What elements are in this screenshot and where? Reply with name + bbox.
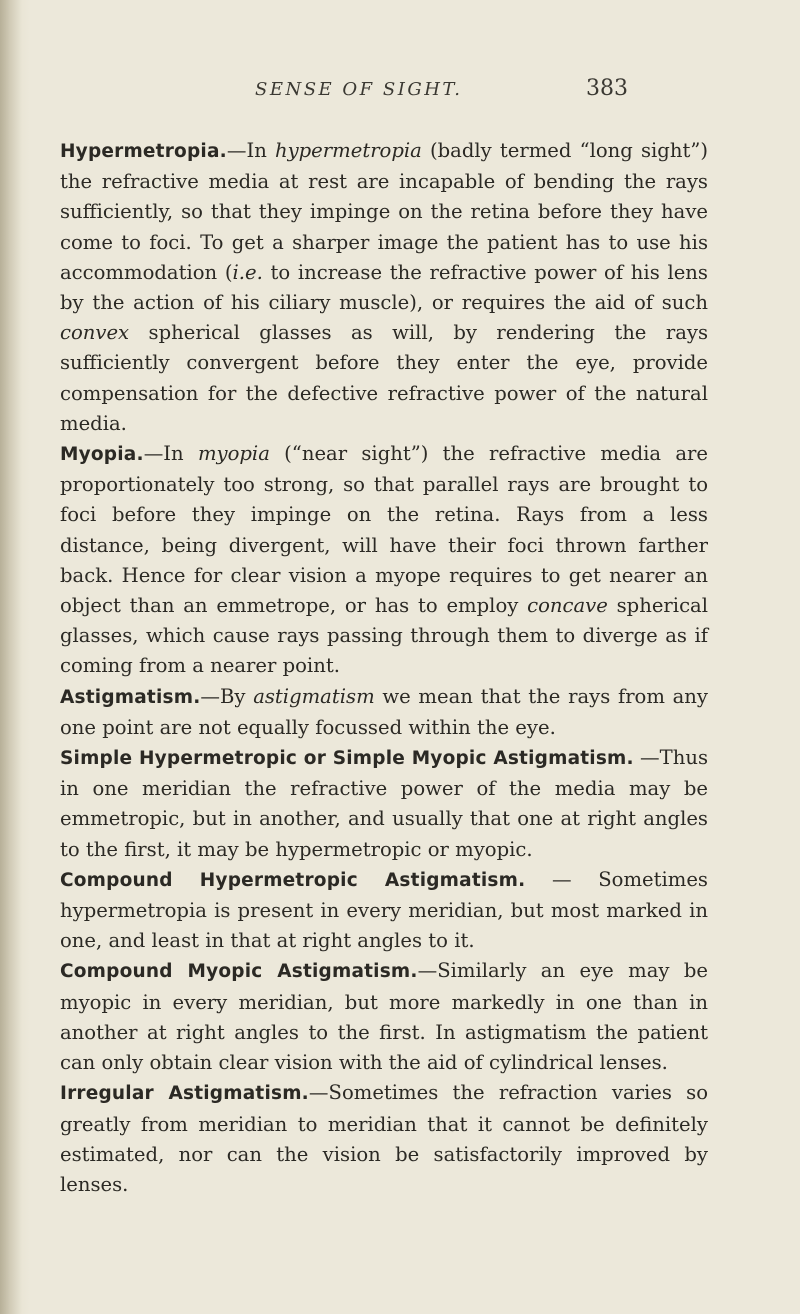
- paragraph-compound-hypermetropic: [60, 865, 708, 957]
- text-segment: —Sometimes the refraction varies so greatly from meridian to meridian that it cannot be definitely estimated, nor can the vision be satisfactorily improved by lenses.: [60, 1081, 708, 1196]
- term-heading: Compound Hypermetropic Astigmatism.: [60, 869, 526, 891]
- binding-shadow: [0, 0, 22, 1314]
- italic-term: i.e.: [232, 260, 263, 284]
- text-segment: spherical glasses as will, by rendering the rays sufficiently convergent before they enter the eye, provide compensation for the defective refractive power of the natural media.: [60, 321, 708, 435]
- paragraph-compound-myopic: [60, 956, 708, 1078]
- text-segment: —In: [143, 442, 198, 466]
- text-segment: —In: [226, 139, 275, 162]
- text-segment: —By: [200, 684, 254, 708]
- term-heading: Myopia.: [60, 444, 144, 466]
- italic-term: convex: [60, 321, 130, 345]
- term-heading: Compound Myopic Astigmatism.: [60, 961, 418, 983]
- paragraph-astigmatism: [60, 682, 708, 743]
- paragraph-myopia: [60, 439, 708, 682]
- page-number: 383: [586, 76, 628, 101]
- text-segment: —Thus in one meridian the refractive power of the media may be emmetropic, but in another, and usually that one at right angles to the first, it may be hypermetropic or myopic.: [60, 746, 708, 861]
- italic-term: astigmatism: [253, 684, 375, 708]
- text-segment: to increase the refractive power of his lens by the action of his ciliary muscle), or requires the aid of such: [60, 260, 708, 315]
- text-segment: (“near sight”) the refractive media are proportionately too strong, so that parallel rays are brought to foci before they impinge on the retina. Rays from a less distance, being divergent, will have their foci thrown farther back. Hence for clear vision a myope requires to get nearer an object than an emmetrope, or has to employ: [60, 442, 708, 618]
- paragraph-irregular-astigmatism: [60, 1078, 708, 1200]
- running-head: [0, 76, 800, 116]
- paragraph-hypermetropia: [60, 136, 708, 439]
- text-segment: (badly termed “long sight”) the refractive media at rest are incapable of bending the rays sufficiently, so that they impinge on the retina before they have come to foci. To get a sharper image the patient has to use his accommodation (: [60, 139, 708, 284]
- term-heading: Simple Hypermetropic or Simple Myopic Astigmatism.: [60, 748, 634, 770]
- text-segment: —Similarly an eye may be myopic in every meridian, but more markedly in one than in another at right angles to the first. In astigmatism the patient can only obtain clear vision with the aid of cylindrical lenses.: [60, 959, 708, 1075]
- text-segment: — Sometimes hypermetropia is present in every meridian, but most marked in one, and least in that at right angles to it.: [60, 867, 708, 953]
- term-heading: Irregular Astigmatism.: [60, 1083, 309, 1105]
- italic-term: concave: [527, 594, 608, 618]
- body-text: [60, 136, 708, 1200]
- italic-term: hypermetropia: [274, 139, 422, 162]
- term-heading: Astigmatism.: [60, 686, 201, 708]
- running-head-title: SENSE OF SIGHT.: [255, 79, 463, 100]
- paragraph-simple-astigmatism: [60, 743, 708, 865]
- text-segment: we mean that the rays from any one point are not equally focussed within the eye.: [60, 684, 708, 739]
- italic-term: myopia: [197, 442, 270, 466]
- text-segment: spherical glasses, which cause rays passing through them to diverge as if coming from a nearer point.: [60, 594, 708, 678]
- term-heading: Hypermetropia.: [60, 141, 227, 162]
